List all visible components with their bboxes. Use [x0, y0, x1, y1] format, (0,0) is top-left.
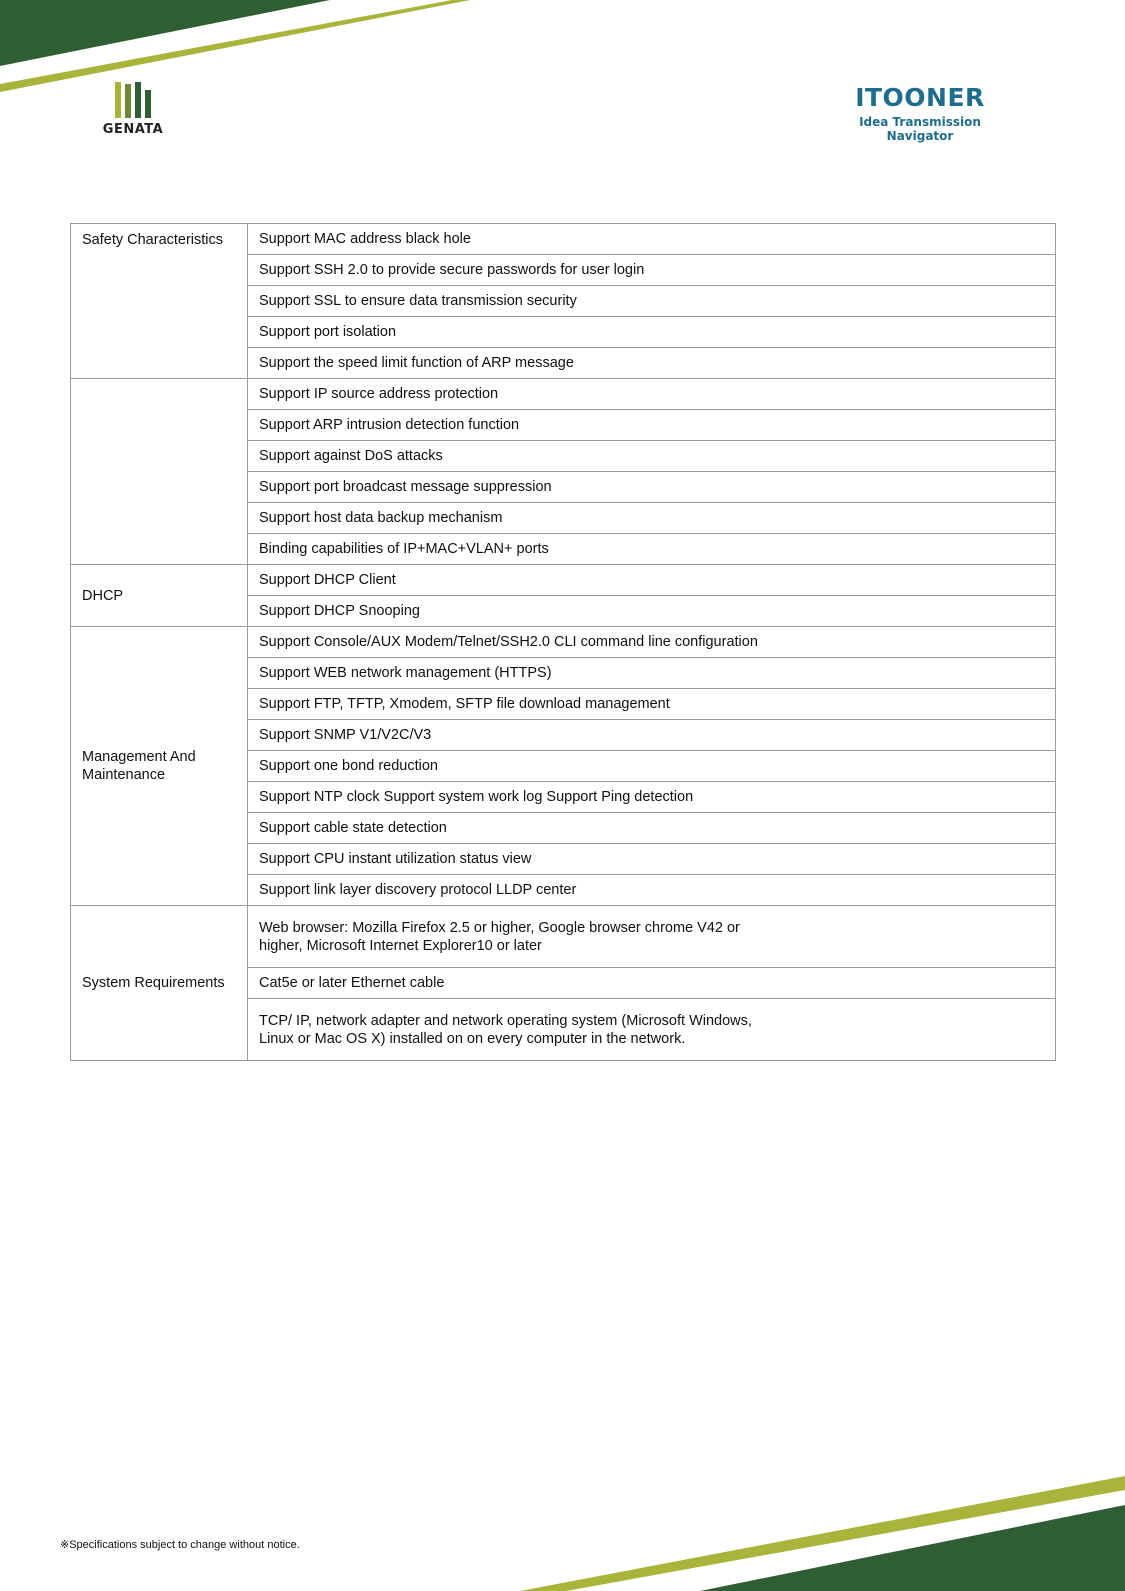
- feature-cell: Support SSL to ensure data transmission security: [248, 286, 1056, 317]
- table-row: [71, 906, 1056, 968]
- table-row: [71, 379, 1056, 410]
- category-cell: Management And Maintenance: [71, 627, 248, 906]
- itooner-tagline: Idea Transmission Navigator: [859, 115, 981, 143]
- table-row: [71, 565, 1056, 596]
- category-cell: DHCP: [71, 565, 248, 627]
- feature-cell: Support SSH 2.0 to provide secure passwords for user login: [248, 255, 1056, 286]
- feature-cell: Support against DoS attacks: [248, 441, 1056, 472]
- footnote: ※Specifications subject to change without notice.: [60, 1539, 300, 1551]
- feature-cell: Support port broadcast message suppression: [248, 472, 1056, 503]
- feature-cell: Support CPU instant utilization status view: [248, 844, 1056, 875]
- feature-cell: Support port isolation: [248, 317, 1056, 348]
- feature-cell: Web browser: Mozilla Firefox 2.5 or higher, Google browser chrome V42 or higher, Microsoft Internet Explorer10 or later: [248, 906, 1056, 968]
- genata-wordmark: GENATA: [102, 122, 164, 137]
- feature-cell: Support IP source address protection: [248, 379, 1056, 410]
- itooner-logo: [825, 84, 1015, 143]
- specifications-table: [70, 223, 1056, 1061]
- feature-cell: Support ARP intrusion detection function: [248, 410, 1056, 441]
- feature-cell: Support FTP, TFTP, Xmodem, SFTP file download management: [248, 689, 1056, 720]
- feature-cell: Support one bond reduction: [248, 751, 1056, 782]
- feature-cell: Support MAC address black hole: [248, 224, 1056, 255]
- specifications-table-body: [71, 224, 1056, 1061]
- genata-logo: [96, 82, 170, 137]
- feature-cell: Support DHCP Snooping: [248, 596, 1056, 627]
- feature-cell: Support DHCP Client: [248, 565, 1056, 596]
- genata-bars-logo-icon: [96, 82, 170, 118]
- feature-cell: Support Console/AUX Modem/Telnet/SSH2.0 CLI command line configuration: [248, 627, 1056, 658]
- feature-cell: Support link layer discovery protocol LLDP center: [248, 875, 1056, 906]
- category-cell: Safety Characteristics: [71, 224, 248, 379]
- feature-cell: Support cable state detection: [248, 813, 1056, 844]
- feature-cell: Support the speed limit function of ARP message: [248, 348, 1056, 379]
- feature-cell: Support SNMP V1/V2C/V3: [248, 720, 1056, 751]
- table-row: [71, 224, 1056, 255]
- category-cell: System Requirements: [71, 906, 248, 1061]
- feature-cell: TCP/ IP, network adapter and network operating system (Microsoft Windows, Linux or Mac OS X) installed on on every computer in the network.: [248, 999, 1056, 1061]
- feature-cell: Support WEB network management (HTTPS): [248, 658, 1056, 689]
- feature-cell: Binding capabilities of IP+MAC+VLAN+ ports: [248, 534, 1056, 565]
- table-row: [71, 627, 1056, 658]
- feature-cell: Cat5e or later Ethernet cable: [248, 968, 1056, 999]
- category-cell: [71, 379, 248, 565]
- itooner-wordmark: ITOONER: [855, 83, 985, 112]
- feature-cell: Support host data backup mechanism: [248, 503, 1056, 534]
- feature-cell: Support NTP clock Support system work log Support Ping detection: [248, 782, 1056, 813]
